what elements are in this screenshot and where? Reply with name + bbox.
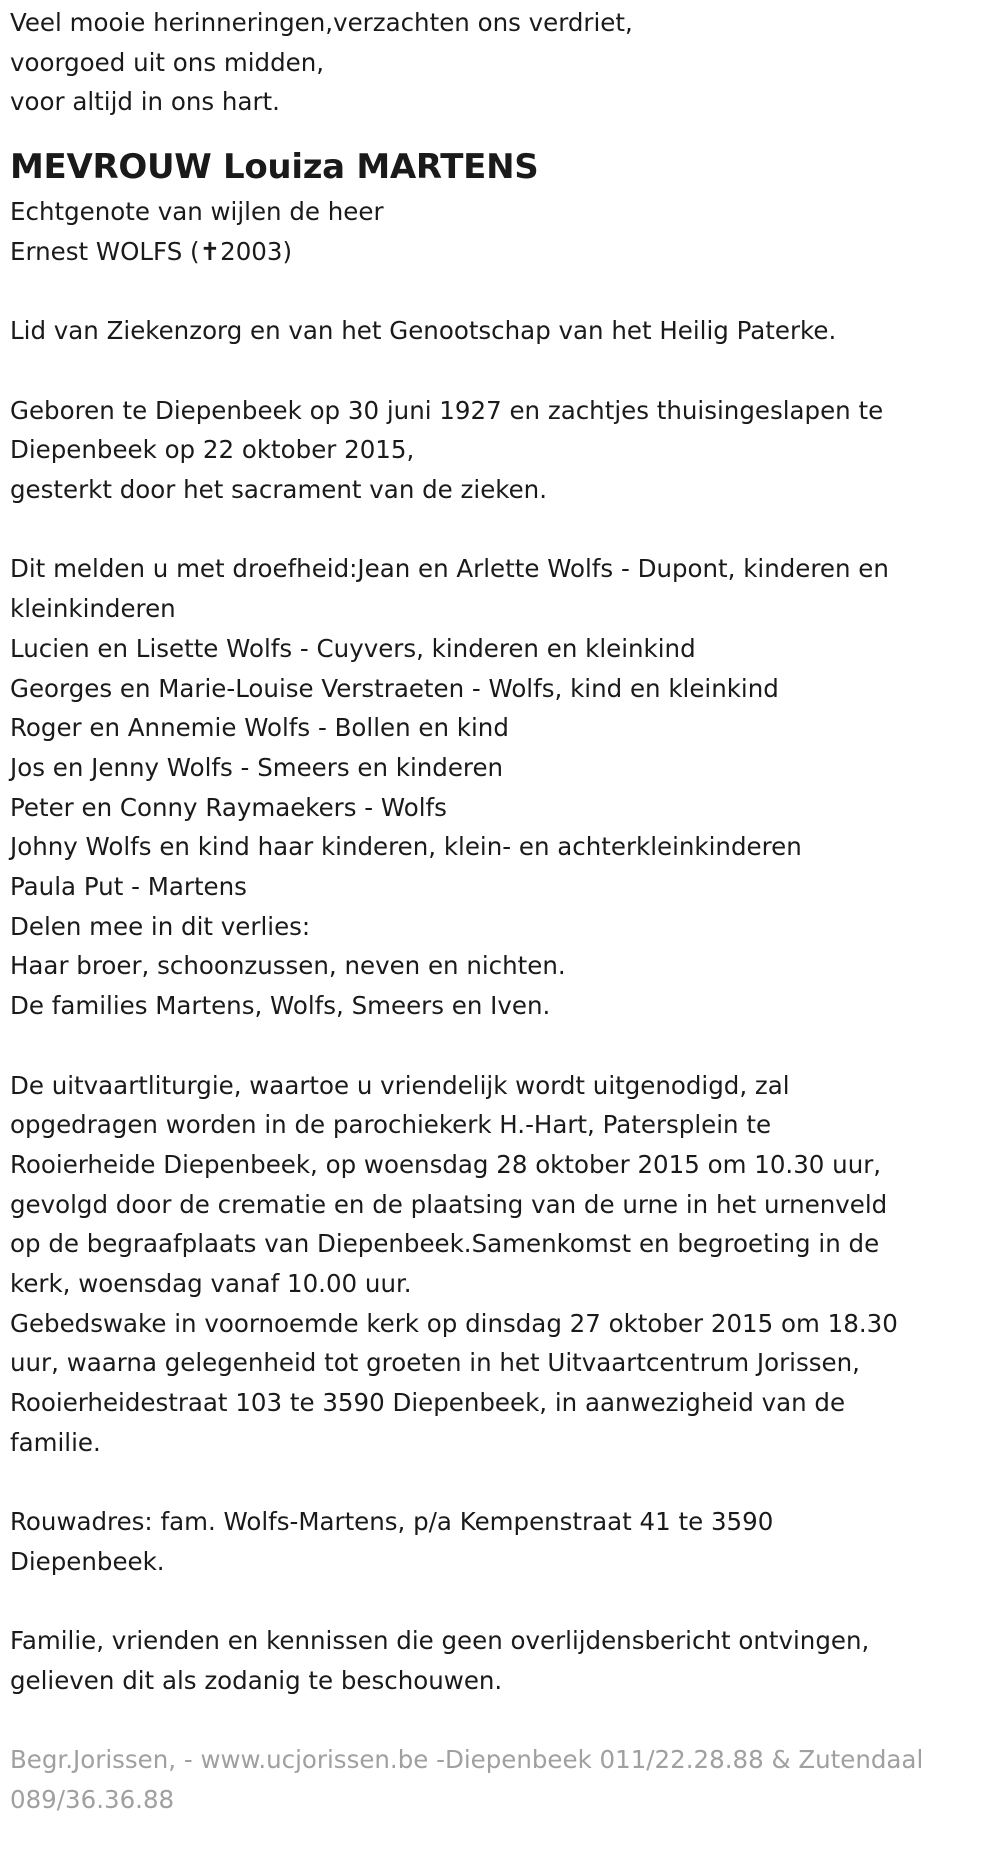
membership-line: Lid van Ziekenzorg en van het Genootschap van het Heilig Paterke. <box>10 316 837 346</box>
ceremony-line: opgedragen worden in de parochiekerk H.-Hart, Patersplein te <box>10 1110 772 1140</box>
footer-line: 089/36.36.88 <box>10 1785 175 1815</box>
address-line: Rouwadres: fam. Wolfs-Martens, p/a Kempenstraat 41 te 3590 <box>10 1507 774 1537</box>
announcer-line: Johny Wolfs en kind haar kinderen, klein- en achterkleinkinderen <box>10 832 802 862</box>
announcer-line: Haar broer, schoonzussen, neven en nichten. <box>10 951 566 981</box>
notice-line: Familie, vrienden en kennissen die geen overlijdensbericht ontvingen, <box>10 1626 870 1656</box>
announcer-line: Delen mee in dit verlies: <box>10 911 311 941</box>
ceremony-line: De uitvaartliturgie, waartoe u vriendelijk wordt uitgenodigd, zal <box>10 1070 790 1100</box>
ceremony-line: Rooierheide Diepenbeek, op woensdag 28 oktober 2015 om 10.30 uur, <box>10 1149 882 1179</box>
ceremony-line: Rooierheidestraat 103 te 3590 Diepenbeek, in aanwezigheid van de <box>10 1388 846 1418</box>
mourning-address <box>10 1502 990 1581</box>
address-line: Diepenbeek. <box>10 1546 165 1576</box>
announcer-line: Paula Put - Martens <box>10 872 247 902</box>
ceremony-line: uur, waarna gelegenheid tot groeten in het Uitvaartcentrum Jorissen, <box>10 1348 860 1378</box>
birth-death-info <box>10 391 990 510</box>
ceremony-info <box>10 1066 990 1463</box>
ceremony-line: Gebedswake in voornoemde kerk op dinsdag 27 oktober 2015 om 18.30 <box>10 1308 898 1338</box>
notice <box>10 1621 990 1700</box>
notice-line: gelieven dit als zodanig te beschouwen. <box>10 1666 503 1696</box>
birth-death-line: Geboren te Diepenbeek op 30 juni 1927 en zachtjes thuisingeslapen te <box>10 395 884 425</box>
poem <box>10 3 990 122</box>
announcer-line: Lucien en Lisette Wolfs - Cuyvers, kinderen en kleinkind <box>10 633 696 663</box>
obituary-document <box>10 3 990 1820</box>
birth-death-line: gesterkt door het sacrament van de zieken. <box>10 475 547 504</box>
funeral-home-footer <box>10 1740 990 1819</box>
announcer-line: Georges en Marie-Louise Verstraeten - Wolfs, kind en kleinkind <box>10 673 779 703</box>
spouse-info <box>10 192 990 271</box>
announcers <box>10 549 990 1025</box>
spouse-line: Ernest WOLFS (✝2003) <box>10 236 293 266</box>
ceremony-line: familie. <box>10 1427 101 1457</box>
poem-line: voor altijd in ons hart. <box>10 87 280 117</box>
announcer-line: kleinkinderen <box>10 594 176 624</box>
ceremony-line: gevolgd door de crematie en de plaatsing van de urne in het urnenveld <box>10 1189 888 1219</box>
announcer-line: Dit melden u met droefheid:Jean en Arlette Wolfs - Dupont, kinderen en <box>10 554 889 584</box>
announcer-line: Peter en Conny Raymaekers - Wolfs <box>10 792 447 822</box>
poem-line: Veel mooie herinneringen,verzachten ons verdriet, <box>10 8 633 37</box>
ceremony-line: op de begraafplaats van Diepenbeek.Samenkomst en begroeting in de <box>10 1229 880 1259</box>
spouse-line: Echtgenote van wijlen de heer <box>10 197 384 227</box>
announcer-line: Jos en Jenny Wolfs - Smeers en kinderen <box>10 752 504 782</box>
footer-line: Begr.Jorissen, - www.ucjorissen.be -Diepenbeek 011/22.28.88 & Zutendaal <box>10 1745 924 1775</box>
poem-line: voorgoed uit ons midden, <box>10 47 325 77</box>
deceased-name: MEVROUW Louiza MARTENS <box>10 147 539 188</box>
announcer-line: De families Martens, Wolfs, Smeers en Iven. <box>10 991 551 1021</box>
ceremony-line: kerk, woensdag vanaf 10.00 uur. <box>10 1269 412 1299</box>
announcer-line: Roger en Annemie Wolfs - Bollen en kind <box>10 713 509 743</box>
birth-death-line: Diepenbeek op 22 oktober 2015, <box>10 435 415 465</box>
membership <box>10 311 990 351</box>
